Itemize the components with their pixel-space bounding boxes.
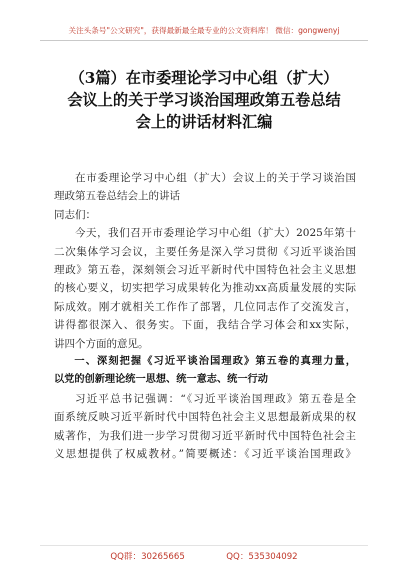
text-line: 以党的创新理论统一思想、统一意志、统一行动 — [54, 374, 268, 386]
paragraph — [54, 390, 356, 464]
document-body — [54, 169, 356, 464]
qq-group-number: QQ群：30265665 — [110, 552, 185, 562]
text-line: 今天，我们召开市委理论学习中心组（扩大）2025年第十 — [75, 227, 356, 240]
text-line: 习近平总书记强调：“《习近平谈治国理政》第五卷是全 — [75, 392, 356, 405]
text-line: 面系统反映习近平新时代中国特色社会主义思想最新成果的权 — [54, 411, 356, 424]
section-heading — [54, 353, 356, 390]
footer-contact — [0, 550, 408, 562]
text-line: 讲四个方面的意见。 — [54, 337, 149, 350]
text-line: 二次集体学习会议，主要任务是深入学习贯彻《习近平谈治国 — [54, 245, 356, 258]
footer-divider — [40, 545, 368, 546]
header-divider — [40, 40, 368, 41]
text-line: 理政第五卷总结会上的讲话 — [54, 190, 180, 203]
title-line: 会上的讲话材料汇编 — [135, 113, 273, 131]
text-line: 的核心要义，切实把学习成果转化为推动xx高质量发展的实际 — [54, 282, 356, 295]
header-banner: 关注头条号"公文研究"，获得最新最全最专业的公文资料库！ 微信：gongwenyj — [68, 26, 340, 35]
salutation: 同志们： — [54, 208, 96, 221]
text-line: 威著作，为我们进一步学习贯彻习近平新时代中国特色社会主 — [54, 429, 356, 442]
title-line: （3篇）在市委理论学习中心组（扩大） — [69, 69, 339, 87]
subtitle-paragraph — [54, 169, 356, 206]
text-line: 际成效。刚才就相关工作作了部署，几位同志作了交流发言， — [54, 300, 356, 313]
text-line: 讲得都很深入、很务实。下面，我结合学习体会和xx实际， — [54, 319, 356, 332]
text-line: 义思想提供了权威教材。”简要概述：《习近平谈治国理政》 — [54, 448, 356, 461]
document-title — [44, 67, 364, 133]
paragraph — [54, 224, 356, 353]
text-line: 一、深刻把握《习近平谈治国理政》第五卷的真理力量， — [74, 356, 356, 368]
qq-number: QQ：535304092 — [226, 552, 298, 562]
text-line: 在市委理论学习中心组（扩大）会议上的关于学习谈治国 — [75, 172, 356, 184]
title-line: 会议上的关于学习谈治国理政第五卷总结 — [67, 91, 341, 109]
text-line: 理政》第五卷，深刻领会习近平新时代中国特色社会主义思想 — [54, 264, 356, 277]
